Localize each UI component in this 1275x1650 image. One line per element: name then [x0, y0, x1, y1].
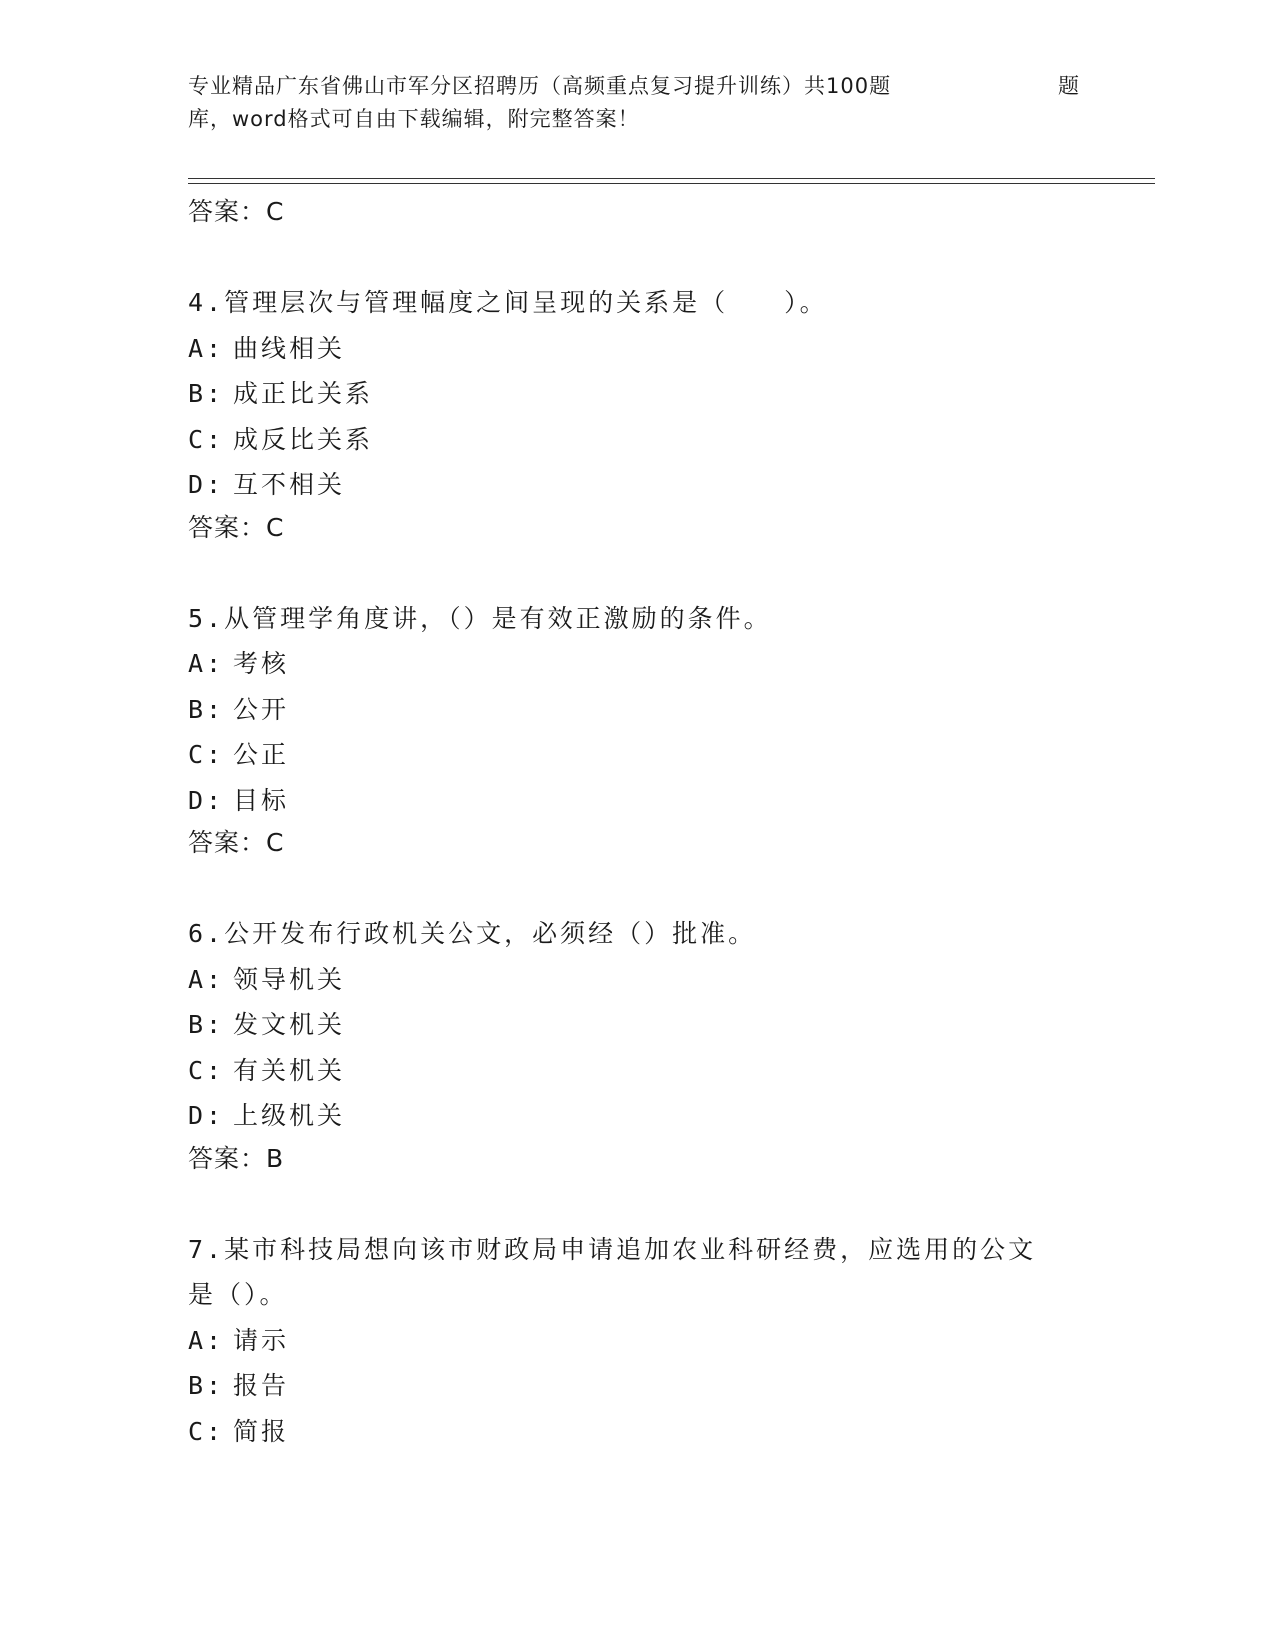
question-text: 6.公开发布行政机关公文，必须经（）批准。 [188, 919, 757, 948]
option-key: D: [188, 785, 225, 815]
document-header [188, 70, 1088, 136]
option-key: C: [188, 1416, 225, 1446]
option-d [188, 1093, 1088, 1139]
option-b [188, 687, 1088, 733]
option-key: B: [188, 379, 225, 408]
option-d [188, 778, 1088, 824]
option-text: 领导机关 [233, 964, 346, 994]
option-text: 简报 [233, 1416, 290, 1446]
question-text-line-1: 7.某市科技局想向该市财政局申请追加农业科研经费，应选用的公文 [188, 1234, 1037, 1264]
option-text: 报告 [233, 1371, 290, 1400]
option-c [188, 417, 1088, 463]
option-text: 曲线相关 [233, 333, 346, 363]
header-title-line-1: 专业精品广东省佛山市军分区招聘历（高频重点复习提升训练）共100题 [188, 74, 892, 98]
option-text: 目标 [233, 785, 290, 815]
option-key: C: [188, 424, 225, 454]
option-key: A: [188, 333, 225, 363]
question-text: 5.从管理学角度讲，（）是有效正激励的条件。 [188, 603, 772, 633]
question-item [188, 1227, 1088, 1455]
option-key: B: [188, 1010, 225, 1039]
option-b [188, 1002, 1088, 1048]
option-text: 请示 [233, 1325, 290, 1355]
option-text: 成正比关系 [233, 379, 374, 408]
question-item [188, 280, 1088, 554]
option-c [188, 1409, 1088, 1455]
option-b [188, 1363, 1088, 1409]
question-text-line-2: 是（）。 [188, 1280, 288, 1309]
question-item [188, 911, 1088, 1185]
answer-line: 答案：C [188, 197, 285, 226]
option-text: 公正 [233, 740, 290, 769]
option-text: 上级机关 [233, 1101, 346, 1130]
question-list [188, 192, 1088, 1454]
option-text: 发文机关 [233, 1010, 346, 1039]
option-key: B: [188, 1371, 225, 1400]
option-key: B: [188, 694, 225, 724]
option-key: A: [188, 1325, 225, 1355]
option-key: A: [188, 964, 225, 994]
option-key: C: [188, 740, 225, 769]
question-item [188, 596, 1088, 870]
option-text: 公开 [233, 694, 290, 724]
option-a [188, 326, 1088, 372]
option-c [188, 1048, 1088, 1094]
option-c [188, 732, 1088, 778]
option-b [188, 371, 1088, 417]
option-text: 成反比关系 [233, 424, 374, 454]
option-text: 考核 [233, 649, 290, 678]
option-a [188, 1318, 1088, 1364]
option-key: C: [188, 1055, 225, 1085]
option-a [188, 957, 1088, 1003]
option-key: A: [188, 649, 225, 678]
header-title-line-2: 库，word格式可自由下载编辑，附完整答案！ [188, 107, 640, 131]
header-title-tail: 题 [1058, 74, 1080, 98]
answer-line: 答案：C [188, 512, 285, 542]
option-text: 互不相关 [233, 470, 346, 499]
header-divider-top [188, 178, 1155, 179]
option-key: D: [188, 470, 225, 499]
option-text: 有关机关 [233, 1055, 346, 1085]
question-text: 4.管理层次与管理幅度之间呈现的关系是（ ）。 [188, 288, 828, 317]
option-a [188, 641, 1088, 687]
answer-line: 答案：B [188, 1143, 285, 1173]
option-key: D: [188, 1101, 225, 1130]
answer-line: 答案：C [188, 828, 285, 857]
option-d [188, 462, 1088, 508]
header-divider-bottom [188, 183, 1155, 184]
